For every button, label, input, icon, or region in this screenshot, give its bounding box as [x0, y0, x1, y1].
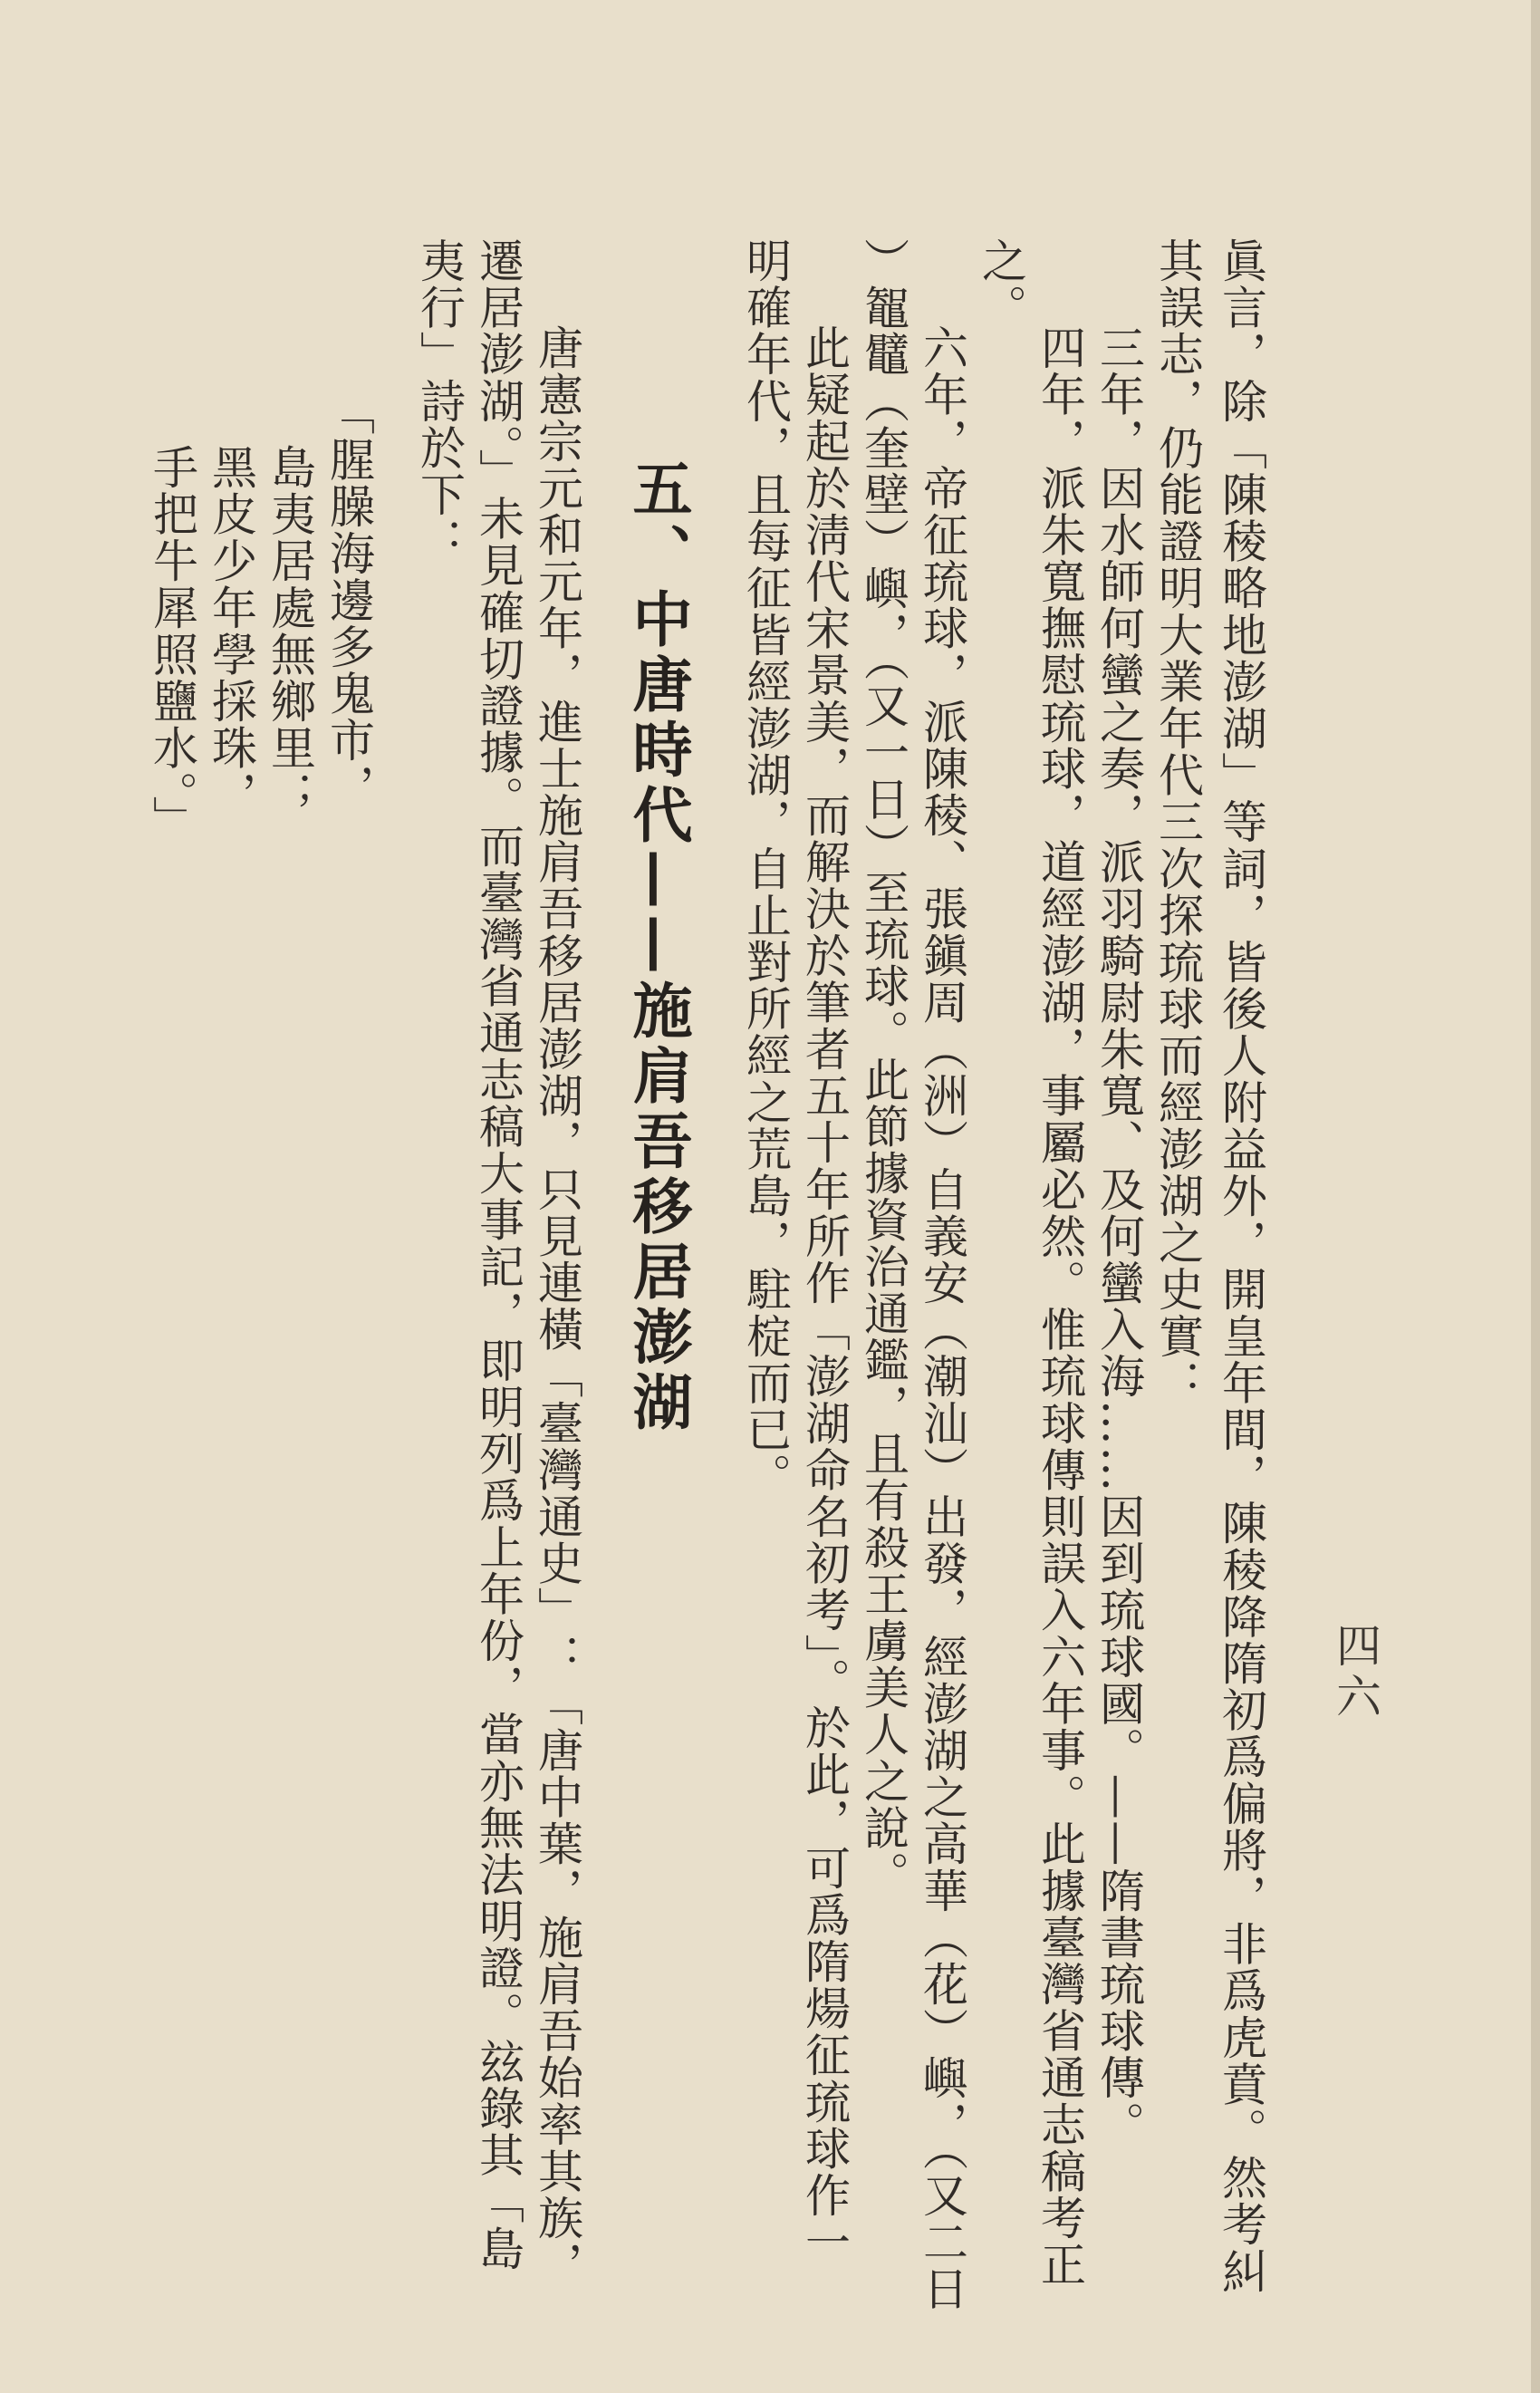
text-column-12: 夷行」詩於下： [413, 237, 466, 565]
text-column-6: 六年，帝征琉球，派陳稜、張鎭周（洲）自義安（潮汕）出發，經澎湖之高華（花）嶼，（又二日 [916, 324, 968, 2312]
poem-line-3: 黑皮少年學採珠， [205, 444, 257, 818]
text-column-4: 四年，派朱寬撫慰琉球，道經澎湖，事屬必然。惟琉球傳則誤入六年事。此據臺灣省通志稿考正 [1034, 324, 1086, 2289]
text-column-10: 唐憲宗元和元年，進士施肩吾移居澎湖，只見連橫「臺灣通史」：「唐中葉，施肩吾始率其族， [531, 324, 583, 2289]
text-column-8: 此疑起於淸代宋景美，而解決於筆者五十年所作「澎湖命名初考」。於此，可爲隋煬征琉球作一 [798, 324, 851, 2266]
page-number: 四六 [1329, 1622, 1381, 1723]
text-column-11: 遷居澎湖。」未見確切證據。而臺灣省通志稿大事記，即明列爲上年份，當亦無法明證。玆錄其「島 [472, 237, 525, 2272]
text-column-7: ）鼅鼊（奎壁）嶼，（又一日）至琉球。此節據資治通鑑，且有殺王虜美人之說。 [857, 237, 910, 1898]
poem-line-4: 手把牛犀照鹽水。」 [146, 444, 198, 843]
section-heading: 五、中唐時代——施肩吾移居澎湖 [622, 458, 693, 1436]
text-column-5: 之。 [975, 237, 1027, 332]
text-column-3: 三年，因水師何蠻之奏，派羽騎尉朱寬、及何蠻入海……因到琉球國。——隋書琉球傳。 [1092, 324, 1145, 2148]
poem-line-1: 「腥臊海邊多鬼市， [322, 390, 375, 811]
poem-line-2: 島夷居處無鄉里； [264, 444, 316, 818]
text-column-9: 明確年代，且每征皆經澎湖，自止對所經之荒島，駐椗而已。 [739, 237, 792, 1500]
text-column-2: 其誤志，仍能證明大業年代三次探琉球而經澎湖之史實： [1151, 237, 1204, 1406]
text-column-1: 眞言，除「陳稜略地澎湖」等詞，皆後人附益外，開皇年間，陳稜降隋初爲偏將，非爲虎賁。然考糾 [1215, 237, 1267, 2295]
page-binding-edge [1531, 0, 1540, 2393]
